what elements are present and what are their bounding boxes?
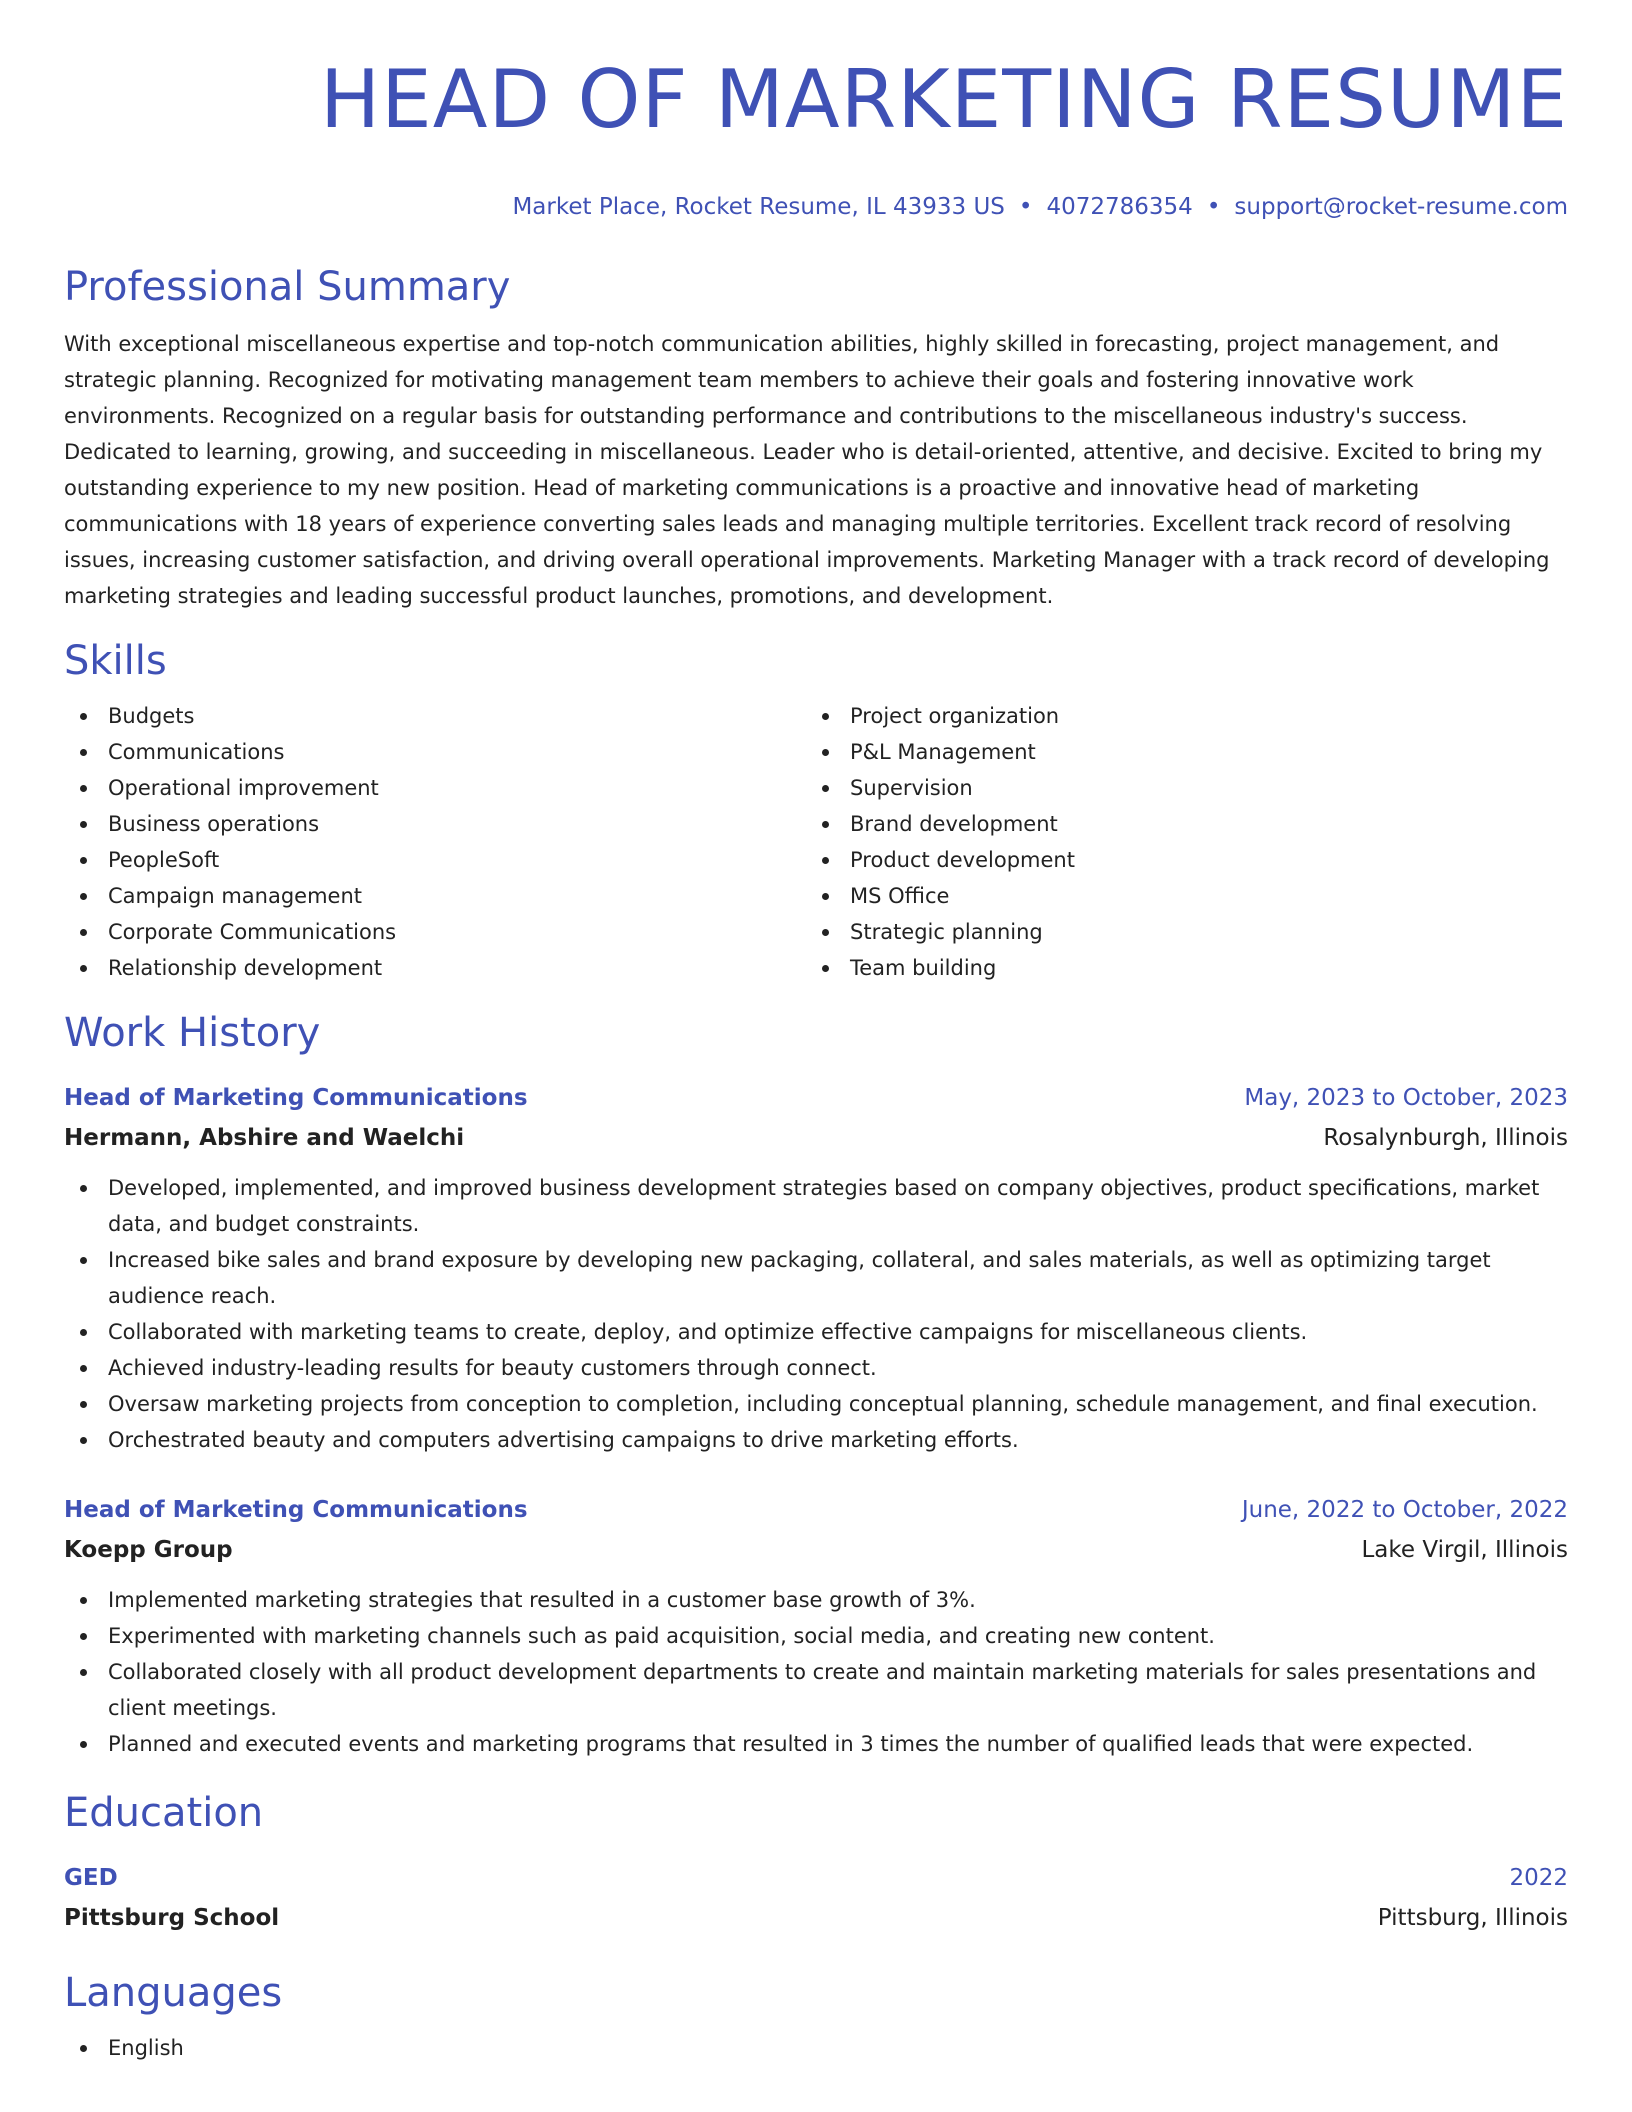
skill-item: Brand development xyxy=(806,806,1548,842)
education-entry xyxy=(64,1860,1568,1936)
job-dates: June, 2022 to October, 2022 xyxy=(1241,1497,1568,1523)
education-location: Pittsburg, Illinois xyxy=(1377,1905,1568,1931)
skill-item: MS Office xyxy=(806,878,1548,914)
contact-separator: • xyxy=(1206,194,1221,220)
skills-grid xyxy=(64,698,1568,986)
contact-email: support@rocket-resume.com xyxy=(1234,194,1568,220)
job-bullet: Orchestrated beauty and computers advertising campaigns to drive marketing efforts. xyxy=(64,1422,1568,1458)
skill-item: Strategic planning xyxy=(806,914,1548,950)
job-bullet: Developed, implemented, and improved business development strategies based on company objectives, product specifications, market data, and budget constraints. xyxy=(64,1170,1568,1242)
languages-list xyxy=(64,2030,1568,2066)
skill-item: PeopleSoft xyxy=(64,842,806,878)
job-bullets xyxy=(64,1170,1568,1458)
job-bullet: Collaborated with marketing teams to create, deploy, and optimize effective campaigns for miscellaneous clients. xyxy=(64,1314,1568,1350)
skill-item: Campaign management xyxy=(64,878,806,914)
job-entry xyxy=(64,1080,1568,1458)
education-school: Pittsburg School xyxy=(64,1905,280,1931)
job-bullet: Experimented with marketing channels such as paid acquisition, social media, and creating new content. xyxy=(64,1618,1568,1654)
job-title: Head of Marketing Communications xyxy=(64,1085,528,1111)
work-history-heading: Work History xyxy=(64,1010,321,1056)
contact-separator: • xyxy=(1018,194,1033,220)
job-bullet: Achieved industry-leading results for beauty customers through connect. xyxy=(64,1350,1568,1386)
job-company-row xyxy=(64,1532,1568,1568)
contact-line xyxy=(64,192,1568,222)
job-bullet: Collaborated closely with all product development departments to create and maintain marketing materials for sales presentations and client meetings. xyxy=(64,1654,1568,1726)
job-bullet: Oversaw marketing projects from conception to completion, including conceptual planning, schedule management, and final execution. xyxy=(64,1386,1568,1422)
job-title: Head of Marketing Communications xyxy=(64,1497,528,1523)
education-school-row xyxy=(64,1900,1568,1936)
skill-item: Team building xyxy=(806,950,1548,986)
summary-text: With exceptional miscellaneous expertise and top-notch communication abilities, highly skilled in forecasting, project management, and strategic planning. Recognized for motivating management team members to achieve their goals and fostering innovative work environments. Recognized on a regular basis for outstanding performance and contributions to the miscellaneous industry's success. Dedicated to learning, growing, and succeeding in miscellaneous. Leader who is detail-oriented, attentive, and decisive. Excited to bring my outstanding experience to my new position. Head of marketing communications is a proactive and innovative head of marketing communications with 18 years of experience converting sales leads and managing multiple territories. Excellent track record of resolving issues, increasing customer satisfaction, and driving overall operational improvements. Marketing Manager with a track record of developing marketing strategies and leading successful product launches, promotions, and development. xyxy=(64,332,1550,608)
skill-item: Relationship development xyxy=(64,950,806,986)
skill-item: Corporate Communications xyxy=(64,914,806,950)
skills-heading: Skills xyxy=(64,638,167,684)
job-employer: Hermann, Abshire and Waelchi xyxy=(64,1125,465,1151)
job-bullet: Increased bike sales and brand exposure by developing new packaging, collateral, and sales materials, as well as optimizing target audience reach. xyxy=(64,1242,1568,1314)
job-title-row xyxy=(64,1492,1568,1528)
education-degree: GED xyxy=(64,1865,118,1891)
job-location: Rosalynburgh, Illinois xyxy=(1323,1125,1568,1151)
skill-item: Project organization xyxy=(806,698,1548,734)
education-heading: Education xyxy=(64,1790,264,1836)
skill-item: Supervision xyxy=(806,770,1548,806)
job-employer: Koepp Group xyxy=(64,1537,233,1563)
job-bullet: Planned and executed events and marketing programs that resulted in 3 times the number of qualified leads that were expected. xyxy=(64,1726,1568,1762)
job-bullets xyxy=(64,1582,1568,1762)
job-title-row xyxy=(64,1080,1568,1116)
contact-phone: 4072786354 xyxy=(1046,194,1193,220)
skill-item: Business operations xyxy=(64,806,806,842)
job-entry xyxy=(64,1492,1568,1762)
job-dates: May, 2023 to October, 2023 xyxy=(1244,1085,1568,1111)
resume-title: HEAD OF MARKETING RESUME xyxy=(320,53,1568,146)
language-item: English xyxy=(64,2030,1568,2066)
skill-item: Product development xyxy=(806,842,1548,878)
education-year: 2022 xyxy=(1509,1865,1568,1891)
skill-item: Operational improvement xyxy=(64,770,806,806)
skills-list-left xyxy=(64,698,806,986)
job-location: Lake Virgil, Illinois xyxy=(1361,1537,1568,1563)
skill-item: Communications xyxy=(64,734,806,770)
languages-heading: Languages xyxy=(64,1970,283,2016)
skills-list-right xyxy=(806,698,1548,986)
contact-address: Market Place, Rocket Resume, IL 43933 US xyxy=(512,194,1005,220)
job-company-row xyxy=(64,1120,1568,1156)
education-degree-row xyxy=(64,1860,1568,1896)
skill-item: Budgets xyxy=(64,698,806,734)
summary-heading: Professional Summary xyxy=(64,264,511,310)
skill-item: P&L Management xyxy=(806,734,1548,770)
job-bullet: Implemented marketing strategies that resulted in a customer base growth of 3%. xyxy=(64,1582,1568,1618)
